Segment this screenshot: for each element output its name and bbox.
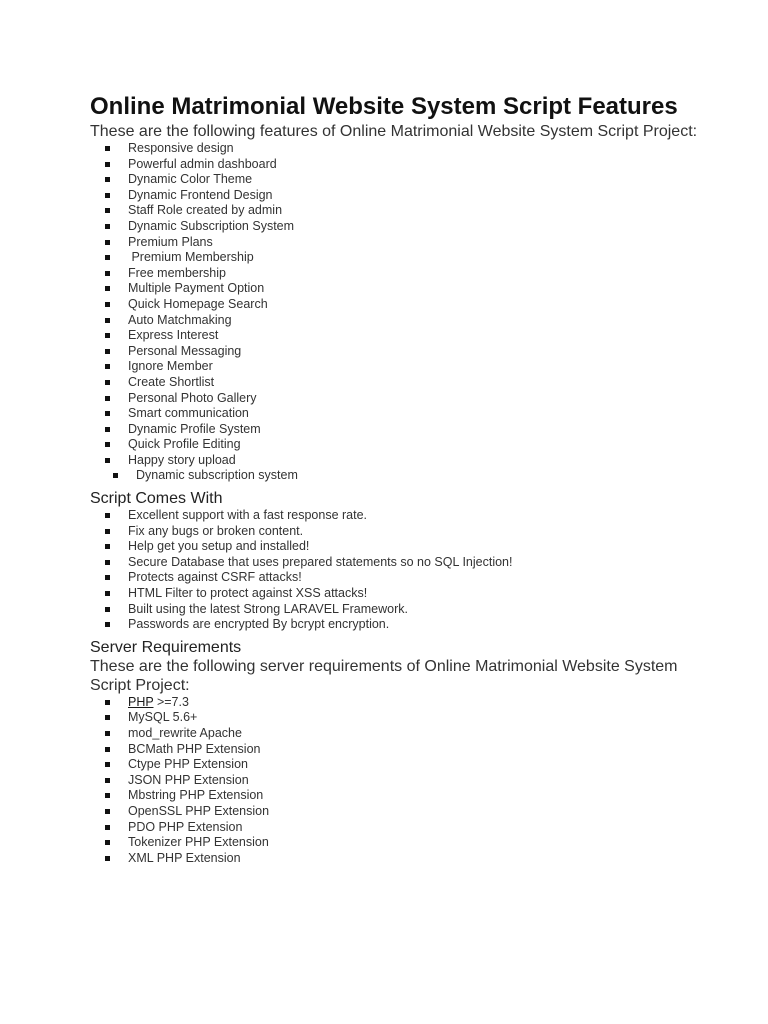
square-bullet-icon	[105, 271, 110, 276]
list-item: Premium Plans	[90, 235, 710, 251]
square-bullet-icon	[105, 240, 110, 245]
square-bullet-icon	[105, 349, 110, 354]
list-item: Excellent support with a fast response rate.	[90, 508, 710, 524]
square-bullet-icon	[105, 364, 110, 369]
square-bullet-icon	[105, 747, 110, 752]
square-bullet-icon	[105, 162, 110, 167]
server-requirements-heading: Server Requirements	[90, 638, 242, 656]
list-item: Protects against CSRF attacks!	[90, 570, 710, 586]
list-item: Quick Profile Editing	[90, 437, 710, 453]
square-bullet-icon	[105, 715, 110, 720]
list-item: Staff Role created by admin	[90, 203, 710, 219]
list-item: Multiple Payment Option	[90, 281, 710, 297]
square-bullet-icon	[105, 458, 110, 463]
features-list	[90, 141, 710, 484]
list-item: Express Interest	[90, 328, 710, 344]
square-bullet-icon	[105, 318, 110, 323]
square-bullet-icon	[105, 302, 110, 307]
list-item: Free membership	[90, 266, 710, 282]
square-bullet-icon	[105, 607, 110, 612]
list-item: Mbstring PHP Extension	[90, 788, 710, 804]
list-item: Premium Membership	[90, 250, 710, 266]
list-item: Dynamic Color Theme	[90, 172, 710, 188]
list-item: mod_rewrite Apache	[90, 726, 710, 742]
square-bullet-icon	[105, 575, 110, 580]
document-page	[90, 92, 710, 866]
square-bullet-icon	[105, 333, 110, 338]
list-item: Happy story upload	[90, 453, 710, 469]
square-bullet-icon	[105, 856, 110, 861]
list-item: Dynamic Frontend Design	[90, 188, 710, 204]
square-bullet-icon	[105, 560, 110, 565]
square-bullet-icon	[105, 809, 110, 814]
square-bullet-icon	[105, 591, 110, 596]
square-bullet-icon	[105, 193, 110, 198]
list-item: Dynamic Profile System	[90, 422, 710, 438]
list-item: Smart communication	[90, 406, 710, 422]
list-item: BCMath PHP Extension	[90, 742, 710, 758]
list-item: Quick Homepage Search	[90, 297, 710, 313]
list-item: Personal Photo Gallery	[90, 391, 710, 407]
square-bullet-icon	[105, 544, 110, 549]
square-bullet-icon	[105, 529, 110, 534]
square-bullet-icon	[105, 700, 110, 705]
square-bullet-icon	[105, 146, 110, 151]
square-bullet-icon	[105, 513, 110, 518]
features-intro: These are the following features of Online Matrimonial Website System Script Project:	[90, 123, 698, 140]
square-bullet-icon	[113, 473, 118, 478]
list-item: Responsive design	[90, 141, 710, 157]
square-bullet-icon	[105, 442, 110, 447]
square-bullet-icon	[105, 396, 110, 401]
script-comes-with-list	[90, 508, 710, 633]
list-item: Fix any bugs or broken content.	[90, 524, 710, 540]
list-item: PHP >=7.3	[90, 695, 710, 711]
php-link[interactable]: PHP	[128, 694, 154, 709]
list-item: JSON PHP Extension	[90, 773, 710, 789]
square-bullet-icon	[105, 840, 110, 845]
list-item: Dynamic Subscription System	[90, 219, 710, 235]
square-bullet-icon	[105, 411, 110, 416]
list-item: Passwords are encrypted By bcrypt encryption.	[90, 617, 710, 633]
list-item: OpenSSL PHP Extension	[90, 804, 710, 820]
list-item: Built using the latest Strong LARAVEL Framework.	[90, 602, 710, 618]
square-bullet-icon	[105, 224, 110, 229]
square-bullet-icon	[105, 793, 110, 798]
server-requirements-list	[90, 695, 710, 867]
list-item: Ctype PHP Extension	[90, 757, 710, 773]
square-bullet-icon	[105, 177, 110, 182]
list-item: Create Shortlist	[90, 375, 710, 391]
script-comes-with-heading: Script Comes With	[90, 490, 223, 508]
square-bullet-icon	[105, 731, 110, 736]
list-item: Help get you setup and installed!	[90, 539, 710, 555]
list-item: Powerful admin dashboard	[90, 157, 710, 173]
list-item: Tokenizer PHP Extension	[90, 835, 710, 851]
square-bullet-icon	[105, 208, 110, 213]
list-item: PDO PHP Extension	[90, 820, 710, 836]
square-bullet-icon	[105, 622, 110, 627]
list-item: Dynamic subscription system	[90, 468, 710, 484]
list-item: XML PHP Extension	[90, 851, 710, 867]
square-bullet-icon	[105, 286, 110, 291]
square-bullet-icon	[105, 778, 110, 783]
square-bullet-icon	[105, 762, 110, 767]
list-item: Personal Messaging	[90, 344, 710, 360]
list-item: Ignore Member	[90, 359, 710, 375]
list-item: HTML Filter to protect against XSS attacks!	[90, 586, 710, 602]
square-bullet-icon	[105, 255, 110, 260]
server-requirements-intro: These are the following server requirements of Online Matrimonial Website System Script Project:	[90, 657, 678, 694]
page-title: Online Matrimonial Website System Script Features	[90, 93, 678, 120]
square-bullet-icon	[105, 825, 110, 830]
list-item: MySQL 5.6+	[90, 710, 710, 726]
square-bullet-icon	[105, 380, 110, 385]
list-item: Secure Database that uses prepared statements so no SQL Injection!	[90, 555, 710, 571]
square-bullet-icon	[105, 427, 110, 432]
list-item: Auto Matchmaking	[90, 313, 710, 329]
